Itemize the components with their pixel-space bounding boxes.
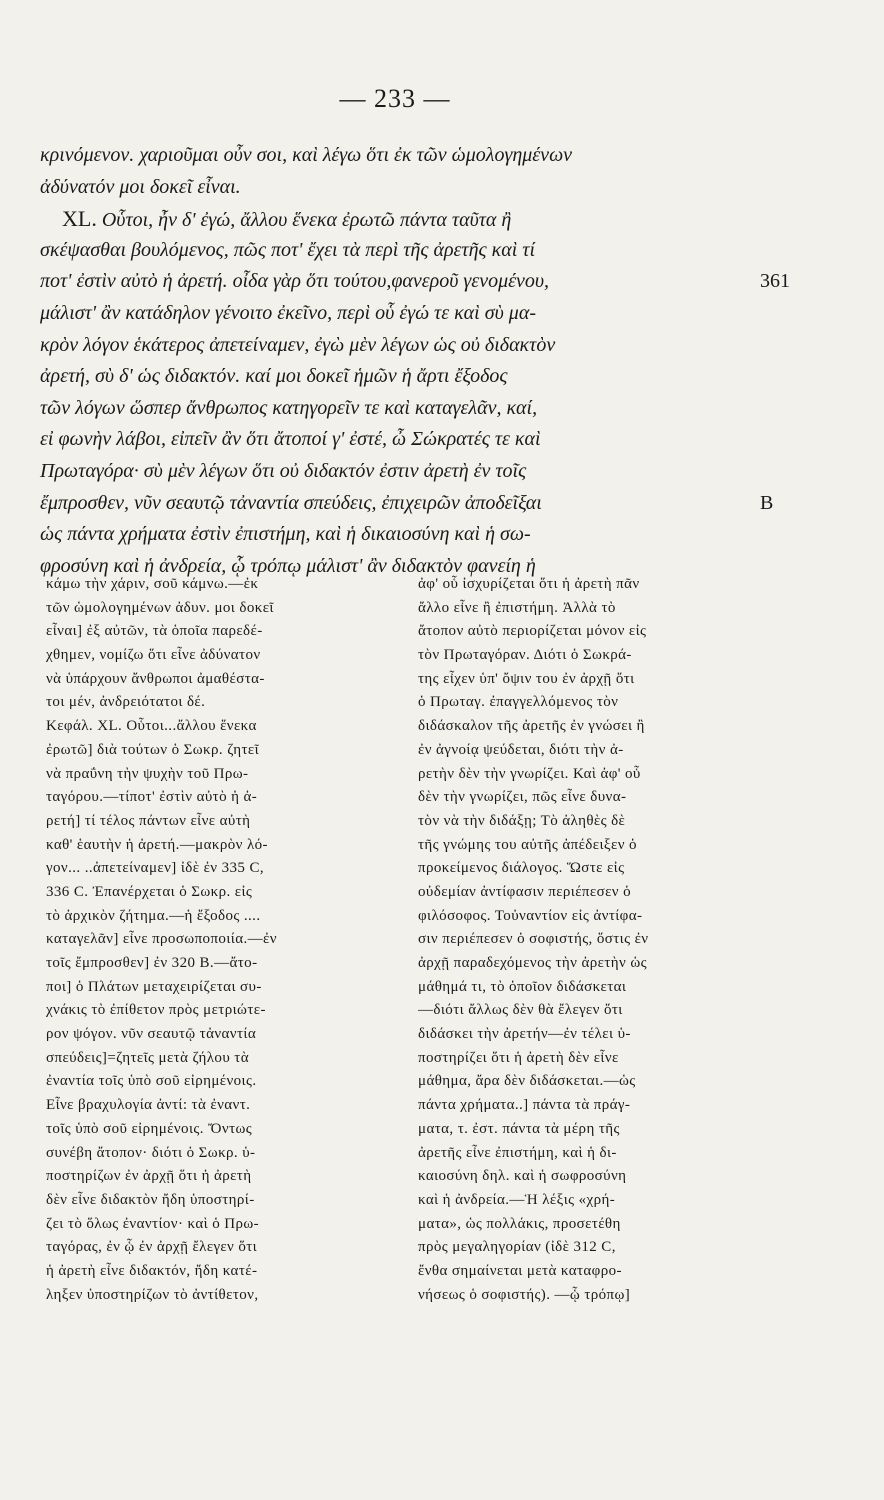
main-line bbox=[40, 203, 760, 235]
note-line: δὲν τὴν γνωρίζει, πῶς εἶνε δυνα- bbox=[418, 789, 627, 806]
main-line-text: ἔμπροσθεν, νῦν σεαυτῷ τἀναντία σπεύδεις, ἐπιχειρῶν ἀποδεῖξαι bbox=[40, 491, 542, 514]
main-line-text: Πρωταγόρα· σὺ μὲν λέγων ὅτι οὐ διδακτόν ἐστιν ἀρετὴ ἐν τοῖς bbox=[40, 459, 527, 482]
main-line bbox=[40, 456, 760, 488]
note-line: ἐν ἀγνοίᾳ ψεύδεται, διότι τὴν ἀ- bbox=[418, 741, 624, 758]
note-line: πάντα χρήματα..] πάντα τὰ πράγ- bbox=[418, 1097, 631, 1114]
note-line: διδάσκει τὴν ἀρετήν—ἐν τέλει ὑ- bbox=[418, 1026, 631, 1043]
note-line: σπεύδεις]=ζητεῖς μετὰ ζήλου τὰ bbox=[46, 1049, 249, 1066]
note-line: ἔνθα σημαίνεται μετὰ καταφρο- bbox=[418, 1262, 622, 1279]
margin-reference-b: B bbox=[760, 491, 774, 514]
note-line: ἡ ἀρετὴ εἶνε διδακτόν, ἤδη κατέ- bbox=[46, 1262, 258, 1279]
note-line: εἶναι] ἐξ αὐτῶν, τὰ ὁποῖα παρεδέ- bbox=[46, 623, 263, 640]
note-line: ματα, τ. ἐστ. πάντα τὰ μέρη τῆς bbox=[418, 1120, 620, 1137]
chapter-label: XL. bbox=[62, 206, 97, 232]
main-greek-text bbox=[40, 140, 790, 582]
note-line: φιλόσοφος. Τοὐναντίον εἰς ἀντίφα- bbox=[418, 907, 643, 924]
main-line-text: φροσύνη καὶ ἡ ἀνδρεία, ᾧ τρόπῳ μάλιστ' ἂν διδακτὸν φανείη ἡ bbox=[40, 554, 536, 577]
note-line: κάμω τὴν χάριν, σοῦ κάμνω.—ἐκ bbox=[46, 576, 259, 592]
note-line: ἀρχῇ παραδεχόμενος τὴν ἀρετὴν ὡς bbox=[418, 955, 647, 971]
commentary-right-column bbox=[418, 573, 763, 1307]
note-line: καταγελᾶν] εἶνε προσωποποιία.—ἐν bbox=[46, 931, 277, 948]
note-line: ληξεν ὑποστηρίζων τὸ ἀντίθετον, bbox=[46, 1286, 259, 1303]
note-line: ἄλλο εἶνε ἢ ἐπιστήμη. Ἀλλὰ τὸ bbox=[418, 599, 616, 616]
note-line: νήσεως ὁ σοφιστής). —ᾧ τρόπῳ] bbox=[418, 1286, 631, 1303]
note-line: τῶν ὡμολογημένων ἀδυν. μοι δοκεῖ bbox=[46, 599, 274, 616]
note-line: δὲν εἶνε διδακτὸν ἤδη ὑποστηρί- bbox=[46, 1191, 255, 1208]
note-line: χνάκις τὸ ἐπίθετον πρὸς μετριώτε- bbox=[46, 1002, 266, 1019]
note-line: ταγόρας, ἐν ᾧ ἐν ἀρχῇ ἔλεγεν ὅτι bbox=[46, 1239, 258, 1256]
note-line: τῆς γνώμης του αὐτῆς ἀπέδειξεν ὁ bbox=[418, 836, 637, 853]
note-line: οὐδεμίαν ἀντίφασιν περιέπεσεν ὁ bbox=[418, 883, 632, 900]
note-line: πρὸς μεγαληγορίαν (ἰδὲ 312 C, bbox=[418, 1239, 616, 1256]
note-line: γον... ..ἀπετείναμεν] ἰδὲ ἐν 335 C, bbox=[46, 860, 265, 877]
page-number: — 233 — bbox=[339, 84, 451, 113]
note-line: μάθημά τι, τὸ ὁποῖον διδάσκεται bbox=[418, 978, 627, 995]
note-line: ποστηρίζων ἐν ἀρχῇ ὅτι ἡ ἀρετὴ bbox=[46, 1168, 252, 1185]
margin-reference-361: 361 bbox=[760, 270, 790, 293]
note-line: ρετὴν δὲν τὴν γνωρίζει. Καὶ ἀφ' οὗ bbox=[418, 765, 641, 782]
main-line bbox=[40, 172, 760, 204]
note-line: διδάσκαλον τῆς ἀρετῆς ἐν γνώσει ἢ bbox=[418, 718, 645, 735]
main-line-text: ἀρετή, σὺ δ' ὡς διδακτόν. καί μοι δοκεῖ ἡμῶν ἡ ἄρτι ἔξοδος bbox=[40, 365, 508, 388]
main-line bbox=[40, 488, 774, 520]
main-line bbox=[40, 266, 790, 298]
note-line: νὰ πραΰνη τὴν ψυχὴν τοῦ Πρω- bbox=[46, 765, 249, 782]
main-line bbox=[40, 235, 760, 267]
main-line bbox=[40, 519, 760, 551]
note-line: 336 C. Ἐπανέρχεται ὁ Σωκρ. εἰς bbox=[46, 883, 253, 900]
main-line bbox=[40, 298, 760, 330]
note-line: της εἶχεν ὑπ' ὄψιν του ἐν ἀρχῇ ὅτι bbox=[418, 670, 635, 687]
note-line: ἀρετῆς εἶνε ἐπιστήμη, καὶ ἡ δι- bbox=[418, 1144, 617, 1161]
note-line: νὰ ὑπάρχουν ἄνθρωποι ἀμαθέστα- bbox=[46, 670, 265, 687]
note-line: τὸν Πρωταγόραν. Διότι ὁ Σωκρά- bbox=[418, 647, 632, 664]
main-line-text: ποτ' ἐστὶν αὐτὸ ἡ ἀρετή. οἶδα γὰρ ὅτι τούτου,φανεροῦ γενομένου, bbox=[40, 270, 550, 293]
note-line: καθ' ἑαυτὴν ἡ ἀρετή.—μακρὸν λό- bbox=[46, 836, 268, 853]
main-line-text: κρὸν λόγον ἑκάτερος ἀπετείναμεν, ἐγὼ μὲν λέγων ὡς οὐ διδακτὸν bbox=[40, 333, 556, 356]
main-line-text: εἰ φωνὴν λάβοι, εἰπεῖν ἂν ὅτι ἄτοποί γ' ἐστέ, ὦ Σώκρατές τε καὶ bbox=[40, 428, 541, 451]
main-line-text: σκέψασθαι βουλόμενος, πῶς ποτ' ἔχει τὰ περὶ τῆς ἀρετῆς καὶ τί bbox=[40, 238, 535, 261]
note-line: συνέβη ἄτοπον· διότι ὁ Σωκρ. ὑ- bbox=[46, 1144, 256, 1161]
note-line: Κεφάλ. XL. Οὗτοι...ἄλλου ἕνεκα bbox=[46, 718, 257, 735]
main-line-text: τῶν λόγων ὥσπερ ἄνθρωπος κατηγορεῖν τε καὶ καταγελᾶν, καί, bbox=[40, 396, 538, 419]
commentary-left-column bbox=[46, 573, 376, 1307]
note-line: ματα», ὡς πολλάκις, προσετέθη bbox=[418, 1215, 621, 1232]
note-line: σιν περιέπεσεν ὁ σοφιστής, ὅστις ἐν bbox=[418, 931, 649, 948]
main-line bbox=[40, 393, 760, 425]
note-line: ἐρωτῶ] διὰ τούτων ὁ Σωκρ. ζητεῖ bbox=[46, 741, 260, 758]
main-line bbox=[40, 330, 760, 362]
main-line bbox=[40, 140, 760, 172]
note-line: ἀφ' οὗ ἰσχυρίζεται ὅτι ἡ ἀρετὴ πᾶν bbox=[418, 576, 640, 592]
note-line: μάθημα, ἄρα δὲν διδάσκεται.—ὡς bbox=[418, 1073, 636, 1090]
note-line: τοῖς ἔμπροσθεν] ἐν 320 B.—ἄτο- bbox=[46, 955, 258, 971]
note-line: —διότι ἄλλως δὲν θὰ ἔλεγεν ὅτι bbox=[418, 1002, 623, 1019]
note-line: τοι μέν, ἀνδρειότατοι δέ. bbox=[46, 694, 206, 711]
note-line: τοῖς ὑπὸ σοῦ εἰρημένοις. Ὄντως bbox=[46, 1120, 253, 1137]
note-line: ποστηρίζει ὅτι ἡ ἀρετὴ δὲν εἶνε bbox=[418, 1049, 619, 1066]
main-line-text: ὡς πάντα χρήματα ἐστὶν ἐπιστήμη, καὶ ἡ δικαιοσύνη καὶ ἡ σω- bbox=[40, 523, 531, 546]
main-line bbox=[40, 361, 760, 393]
note-line: καιοσύνη δηλ. καὶ ἡ σωφροσύνη bbox=[418, 1168, 627, 1185]
note-line: ἐναντία τοῖς ὑπὸ σοῦ εἰρημένοις. bbox=[46, 1073, 257, 1090]
main-line bbox=[40, 424, 760, 456]
note-line: ζει τὸ ὅλως ἐναντίον· καὶ ὁ Πρω- bbox=[46, 1215, 260, 1232]
main-line-text: Οὗτοι, ἦν δ' ἐγώ, ἄλλου ἕνεκα ἐρωτῶ πάντα ταῦτα ἢ bbox=[101, 209, 512, 232]
note-line: τὸν νὰ τὴν διδάξῃ; Τὸ ἀληθὲς δὲ bbox=[418, 812, 626, 829]
note-line: προκείμενος διάλογος. Ὥστε εἰς bbox=[418, 860, 625, 877]
note-line: καὶ ἡ ἀνδρεία.—Ἡ λέξις «χρή- bbox=[418, 1191, 616, 1208]
note-line: ρετή] τί τέλος πάντων εἶνε αὐτὴ bbox=[46, 812, 251, 829]
note-line: τὸ ἀρχικὸν ζήτημα.—ἡ ἔξοδος .... bbox=[46, 907, 261, 924]
main-line-text: κρινόμενον. χαριοῦμαι οὖν σοι, καὶ λέγω ὅτι ἐκ τῶν ὡμολογημένων bbox=[40, 144, 573, 166]
note-line: ὁ Πρωταγ. ἐπαγγελλόμενος τὸν bbox=[418, 694, 619, 711]
note-line: ρον ψόγον. νῦν σεαυτῷ τἀναντία bbox=[46, 1026, 257, 1043]
note-line: ταγόρου.—τίποτ' ἐστὶν αὐτὸ ἡ ἀ- bbox=[46, 789, 258, 806]
main-line-text: ἀδύνατόν μοι δοκεῖ εἶναι. bbox=[40, 175, 241, 198]
note-line: χθημεν, νομίζω ὅτι εἶνε ἀδύνατον bbox=[46, 647, 261, 664]
note-line: Εἶνε βραχυλογία ἀντί: τὰ ἐναντ. bbox=[46, 1097, 251, 1114]
main-line-text: μάλιστ' ἂν κατάδηλον γένοιτο ἐκεῖνο, περὶ οὗ ἐγώ τε καὶ σὺ μα- bbox=[40, 301, 536, 324]
note-line: ποι] ὁ Πλάτων μεταχειρίζεται συ- bbox=[46, 978, 262, 995]
note-line: ἄτοπον αὐτὸ περιορίζεται μόνον εἰς bbox=[418, 623, 647, 640]
